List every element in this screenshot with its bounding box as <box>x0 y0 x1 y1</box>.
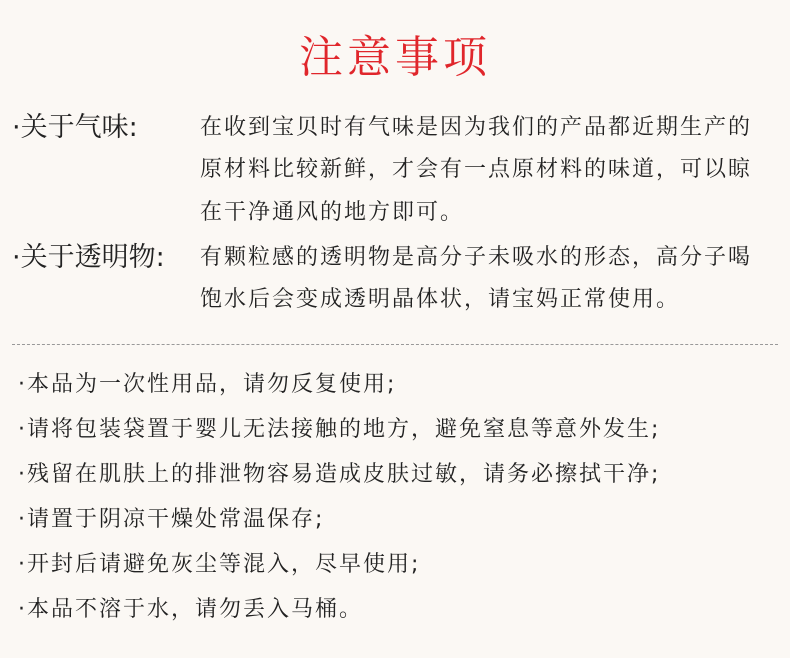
term-text-line: 原材料比较新鲜，才会有一点原材料的味道，可以晾 <box>200 157 753 182</box>
note-item: ·本品不溶于水，请勿丢入马桶。 <box>18 597 363 622</box>
note-item: ·开封后请避免灰尘等混入，尽早使用; <box>18 552 421 577</box>
note-item: ·请将包装袋置于婴儿无法接触的地方，避免窒息等意外发生; <box>18 417 661 442</box>
term-text-line: 饱水后会变成透明晶体状，请宝妈正常使用。 <box>200 287 681 312</box>
note-item: ·本品为一次性用品，请勿反复使用; <box>18 372 397 397</box>
dashed-divider <box>12 344 778 345</box>
term-label: ·关于透明物: <box>12 242 165 273</box>
page-title: 注意事项 <box>299 32 491 83</box>
note-item: ·残留在肌肤上的排泄物容易造成皮肤过敏，请务必擦拭干净; <box>18 462 661 487</box>
term-text-line: 有颗粒感的透明物是高分子未吸水的形态，高分子喝 <box>200 245 753 270</box>
note-item: ·请置于阴凉干燥处常温保存; <box>18 507 325 532</box>
term-text-line: 在干净通风的地方即可。 <box>200 200 465 225</box>
term-text-line: 在收到宝贝时有气味是因为我们的产品都近期生产的 <box>200 115 753 140</box>
term-label: ·关于气味: <box>12 112 138 143</box>
